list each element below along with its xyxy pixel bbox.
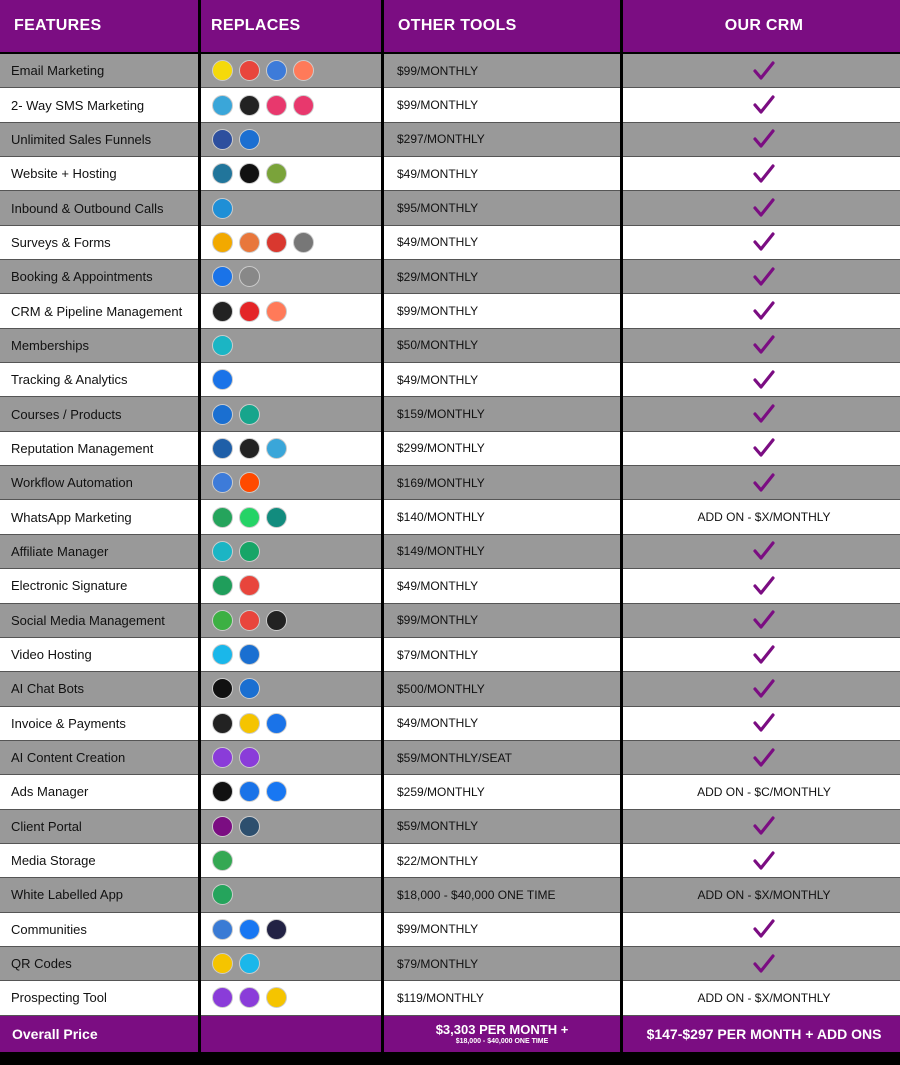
wistia-icon [239, 644, 260, 665]
other-tools-price: $159/MONTHLY [384, 397, 620, 431]
feature-label: Surveys & Forms [0, 226, 198, 260]
feature-label: Unlimited Sales Funnels [0, 123, 198, 157]
other-tools-price: $99/MONTHLY [384, 54, 620, 88]
vimeo-icon [212, 644, 233, 665]
podium-icon [239, 438, 260, 459]
other-tools-price: $99/MONTHLY [384, 913, 620, 947]
replaced-tools [201, 363, 381, 397]
copy-ai-icon [239, 747, 260, 768]
birdeye-icon [212, 438, 233, 459]
feature-label: AI Chat Bots [0, 672, 198, 706]
feature-label: Communities [0, 913, 198, 947]
other-tools-price: $59/MONTHLY [384, 810, 620, 844]
header-features: FEATURES [0, 0, 198, 54]
leadpages-icon [239, 129, 260, 150]
wati-icon [239, 507, 260, 528]
pipedrive-icon [212, 301, 233, 322]
replaced-tools [201, 913, 381, 947]
other-tools-price: $119/MONTHLY [384, 981, 620, 1015]
zoho-icon [239, 301, 260, 322]
simpletexting-icon [212, 95, 233, 116]
replaced-tools [201, 226, 381, 260]
other-tools-price: $299/MONTHLY [384, 432, 620, 466]
meta-icon [266, 781, 287, 802]
qr-code-icon [212, 953, 233, 974]
other-tools-price: $169/MONTHLY [384, 466, 620, 500]
replaced-tools [201, 54, 381, 88]
replaced-tools [201, 432, 381, 466]
replaced-tools [201, 535, 381, 569]
other-tools-price: $49/MONTHLY [384, 569, 620, 603]
checkmark-icon [623, 947, 900, 981]
kaspr-icon [239, 987, 260, 1008]
checkmark-icon [623, 294, 900, 328]
replaced-tools [201, 569, 381, 603]
header-our-crm: OUR CRM [623, 0, 900, 54]
feature-label: WhatsApp Marketing [0, 500, 198, 534]
checkmark-icon [623, 844, 900, 878]
checkmark-icon [623, 157, 900, 191]
feature-label: Invoice & Payments [0, 707, 198, 741]
pandadoc-icon [212, 575, 233, 596]
feature-label: Prospecting Tool [0, 981, 198, 1015]
other-tools-price: $49/MONTHLY [384, 707, 620, 741]
other-tools-price: $50/MONTHLY [384, 329, 620, 363]
checkmark-icon [623, 741, 900, 775]
add-on-note: ADD ON - $X/MONTHLY [623, 500, 900, 534]
portal-icon [212, 816, 233, 837]
feature-label: CRM & Pipeline Management [0, 294, 198, 328]
replaced-tools [201, 604, 381, 638]
integromat-icon [212, 472, 233, 493]
other-tools-price: $99/MONTHLY [384, 88, 620, 122]
honeybook-icon [239, 713, 260, 734]
jotform-icon [239, 232, 260, 253]
feature-label: Media Storage [0, 844, 198, 878]
checkmark-icon [623, 466, 900, 500]
calendly-icon [239, 266, 260, 287]
replaced-tools [201, 329, 381, 363]
feature-label: Memberships [0, 329, 198, 363]
checkmark-icon [623, 191, 900, 225]
feature-label: Affiliate Manager [0, 535, 198, 569]
sendgrid-icon [266, 60, 287, 81]
feature-label: Workflow Automation [0, 466, 198, 500]
replaced-tools [201, 981, 381, 1015]
wix-icon [239, 163, 260, 184]
checkmark-icon [623, 226, 900, 260]
other-tools-price: $59/MONTHLY/SEAT [384, 741, 620, 775]
zapier-icon [239, 472, 260, 493]
replaced-tools [201, 500, 381, 534]
feature-label: Email Marketing [0, 54, 198, 88]
feature-label: Ads Manager [0, 775, 198, 809]
firstpromoter-icon [239, 541, 260, 562]
skool-icon [212, 919, 233, 940]
overall-price-label: Overall Price [0, 1016, 198, 1052]
footer-replaces-empty [201, 1016, 381, 1052]
feature-label: Tracking & Analytics [0, 363, 198, 397]
mailchimp-icon [212, 60, 233, 81]
replaced-tools [201, 672, 381, 706]
replaced-tools [201, 638, 381, 672]
checkmark-icon [623, 569, 900, 603]
textmagic-icon [239, 95, 260, 116]
other-tools-price: $500/MONTHLY [384, 672, 620, 706]
feature-label: Website + Hosting [0, 157, 198, 191]
acuity-icon [212, 266, 233, 287]
wordpress-icon [212, 163, 233, 184]
other-tools-price: $79/MONTHLY [384, 947, 620, 981]
checkmark-icon [623, 329, 900, 363]
other-tools-price: $79/MONTHLY [384, 638, 620, 672]
feature-label: Reputation Management [0, 432, 198, 466]
replaced-tools [201, 947, 381, 981]
feature-label: White Labelled App [0, 878, 198, 912]
other-tools-total-price: $3,303 PER MONTH + [435, 1022, 569, 1038]
other-tools-price: $18,000 - $40,000 ONE TIME [384, 878, 620, 912]
checkmark-icon [623, 432, 900, 466]
whatsapp-check-icon [212, 507, 233, 528]
shopify-icon [266, 163, 287, 184]
replaced-tools [201, 878, 381, 912]
other-tools-price: $259/MONTHLY [384, 775, 620, 809]
header-other-tools: OTHER TOOLS [384, 0, 620, 54]
feature-label: Inbound & Outbound Calls [0, 191, 198, 225]
replaced-tools [201, 157, 381, 191]
app-builder-icon [212, 884, 233, 905]
replaced-tools [201, 123, 381, 157]
other-tools-price: $29/MONTHLY [384, 260, 620, 294]
header-replaces: REPLACES [201, 0, 381, 54]
hubspot-crm-icon [266, 301, 287, 322]
replaced-tools [201, 775, 381, 809]
checkmark-icon [623, 810, 900, 844]
checkmark-icon [623, 672, 900, 706]
replaced-tools [201, 397, 381, 431]
tapfiliate-icon [212, 541, 233, 562]
teachable-icon [239, 404, 260, 425]
checkmark-icon [623, 604, 900, 638]
facebook-icon [239, 919, 260, 940]
checkmark-icon [623, 535, 900, 569]
checkmark-icon [623, 638, 900, 672]
hubspot-icon [293, 60, 314, 81]
other-tools-price: $49/MONTHLY [384, 226, 620, 260]
active-campaign-icon [239, 60, 260, 81]
feature-label: Social Media Management [0, 604, 198, 638]
chatbot-c-icon [212, 678, 233, 699]
sprout-social-icon [212, 610, 233, 631]
adespresso-icon [212, 781, 233, 802]
grade-us-icon [266, 438, 287, 459]
replaced-tools [201, 466, 381, 500]
replaced-tools [201, 260, 381, 294]
other-tools-price: $140/MONTHLY [384, 500, 620, 534]
surveygizmo-icon [212, 232, 233, 253]
google-drive-icon [212, 850, 233, 871]
apollo-icon [266, 987, 287, 1008]
checkmark-icon [623, 397, 900, 431]
replaced-tools [201, 844, 381, 878]
kajabi-icon [212, 404, 233, 425]
checkmark-icon [623, 88, 900, 122]
feature-label: QR Codes [0, 947, 198, 981]
add-on-note: ADD ON - $C/MONTHLY [623, 775, 900, 809]
mighty-networks-icon [266, 919, 287, 940]
whatsapp-business-icon [266, 507, 287, 528]
checkmark-icon [623, 54, 900, 88]
other-tools-price: $49/MONTHLY [384, 363, 620, 397]
add-on-note: ADD ON - $X/MONTHLY [623, 981, 900, 1015]
other-tools-price: $99/MONTHLY [384, 604, 620, 638]
feature-label: Client Portal [0, 810, 198, 844]
other-tools-price: $22/MONTHLY [384, 844, 620, 878]
hootsuite-icon [239, 610, 260, 631]
google-ads-icon [239, 781, 260, 802]
twilio-icon [293, 95, 314, 116]
typeform-icon [293, 232, 314, 253]
feature-label: Booking & Appointments [0, 260, 198, 294]
feature-label: Video Hosting [0, 638, 198, 672]
square-icon [212, 713, 233, 734]
other-tools-total [384, 1016, 620, 1052]
other-tools-price: $49/MONTHLY [384, 157, 620, 191]
feature-label: Electronic Signature [0, 569, 198, 603]
analytics-icon [212, 369, 233, 390]
replaced-tools [201, 294, 381, 328]
eztexting-icon [266, 95, 287, 116]
replaced-tools [201, 810, 381, 844]
feature-label: AI Content Creation [0, 741, 198, 775]
checkmark-icon [623, 123, 900, 157]
docusign-icon [239, 575, 260, 596]
our-crm-total-price: $147-$297 PER MONTH + ADD ONS [623, 1016, 900, 1052]
client-portal-icon [239, 816, 260, 837]
checkmark-icon [623, 707, 900, 741]
checkmark-icon [623, 363, 900, 397]
replaced-tools [201, 707, 381, 741]
buffer-icon [266, 610, 287, 631]
add-on-note: ADD ON - $X/MONTHLY [623, 878, 900, 912]
checkmark-icon [623, 913, 900, 947]
other-tools-price: $95/MONTHLY [384, 191, 620, 225]
memberful-icon [212, 335, 233, 356]
other-tools-price: $149/MONTHLY [384, 535, 620, 569]
other-tools-price: $297/MONTHLY [384, 123, 620, 157]
checkmark-icon [623, 260, 900, 294]
replaced-tools [201, 191, 381, 225]
replaced-tools [201, 88, 381, 122]
feature-label: 2- Way SMS Marketing [0, 88, 198, 122]
freshbooks-icon [266, 713, 287, 734]
clickfunnels-icon [212, 129, 233, 150]
feature-label: Courses / Products [0, 397, 198, 431]
chat-bubble-icon [239, 678, 260, 699]
wufoo-icon [266, 232, 287, 253]
other-tools-total-note: $18,000 - $40,000 ONE TIME [455, 1038, 549, 1046]
replaced-tools [201, 741, 381, 775]
other-tools-price: $99/MONTHLY [384, 294, 620, 328]
callrail-icon [212, 198, 233, 219]
lusha-icon [212, 987, 233, 1008]
qr-generator-icon [239, 953, 260, 974]
jasper-icon [212, 747, 233, 768]
